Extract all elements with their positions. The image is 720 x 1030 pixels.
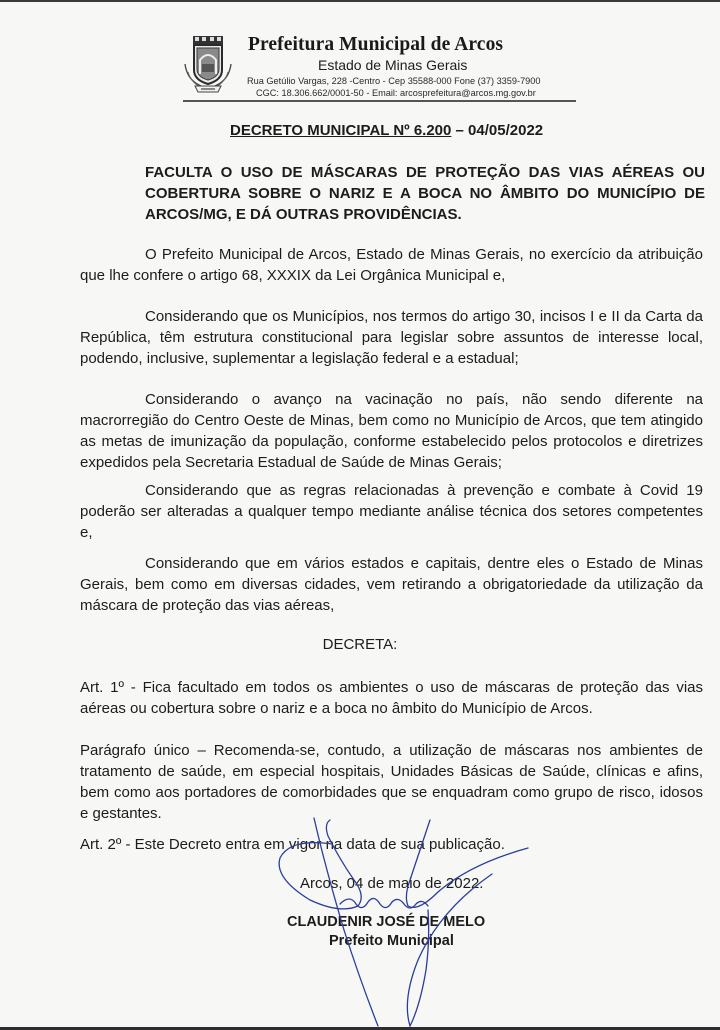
decree-number: DECRETO MUNICIPAL Nº 6.200 xyxy=(230,122,452,139)
signer-role: Prefeito Municipal xyxy=(329,933,454,949)
article-2: Art. 2º - Este Decreto entra em vigor na data de sua publicação. xyxy=(80,836,505,853)
coat-of-arms-icon xyxy=(181,34,235,96)
decree-ementa: FACULTA O USO DE MÁSCARAS DE PROTEÇÃO DAS VIAS AÉREAS OU COBERTURA SOBRE O NARIZ E A BOCA NO ÂMBITO DO MUNICÍPIO DE ARCOS/MG, E DÁ OUTRAS PROVIDÊNCIAS. xyxy=(145,164,705,223)
decree-title xyxy=(230,122,543,139)
letterhead-cgc-email: CGC: 18.306.662/0001-50 - Email: arcosprefeitura@arcos.mg.gov.br xyxy=(256,88,536,98)
considerando-4: Considerando que em vários estados e capitais, dentre eles o Estado de Minas Gerais, bem como em diversas cidades, vem retirando a obrigatoriedade da utilização da máscara de proteção das vias aéreas, xyxy=(80,555,703,614)
scan-edge-top xyxy=(0,0,720,2)
decree-date: – 04/05/2022 xyxy=(451,122,544,139)
place-date: Arcos, 04 de maio de 2022. xyxy=(300,875,484,892)
letterhead-state: Estado de Minas Gerais xyxy=(318,57,468,73)
article-1: Art. 1º - Fica facultado em todos os ambientes o uso de máscaras de proteção das vias aéreas ou cobertura sobre o nariz e a boca no âmbito do Município de Arcos. xyxy=(80,679,703,717)
preamble: O Prefeito Municipal de Arcos, Estado de Minas Gerais, no exercício da atribuição que lhe confere o artigo 68, XXXIX da Lei Orgânica Municipal e, xyxy=(80,246,703,284)
letterhead-divider xyxy=(183,100,576,102)
paragrafo-unico: Parágrafo único – Recomenda-se, contudo, a utilização de máscaras nos ambientes de tratamento de saúde, em especial hospitais, Unidades Básicas de Saúde, clínicas e afins, bem como aos portadores de comorbidades que se enquadram como grupo de risco, idosos e gestantes. xyxy=(80,742,703,822)
letterhead-address: Rua Getúlio Vargas, 228 -Centro - Cep 35588-000 Fone (37) 3359-7900 xyxy=(247,76,541,86)
considerando-3: Considerando que as regras relacionadas à prevenção e combate à Covid 19 poderão ser alteradas a qualquer tempo mediante análise técnica dos setores competentes e, xyxy=(80,482,703,541)
decreta-heading: DECRETA: xyxy=(322,636,398,653)
letterhead-title: Prefeitura Municipal de Arcos xyxy=(248,34,504,55)
considerando-2: Considerando o avanço na vacinação no país, não sendo diferente na macrorregião do Centro Oeste de Minas, bem como no Município de Arcos, que tem atingido as metas de imunização da população, conforme estabelecido pelos protocolos e diretrizes expedidos pela Secretaria Estadual de Saúde de Minas Gerais; xyxy=(80,391,703,471)
considerando-1: Considerando que os Municípios, nos termos do artigo 30, incisos I e II da Carta da República, têm estrutura constitucional para legislar sobre assuntos de interesse local, podendo, inclusive, suplementar a legislação federal e a estadual; xyxy=(80,308,703,367)
signer-name: CLAUDENIR JOSÉ DE MELO xyxy=(287,914,486,930)
